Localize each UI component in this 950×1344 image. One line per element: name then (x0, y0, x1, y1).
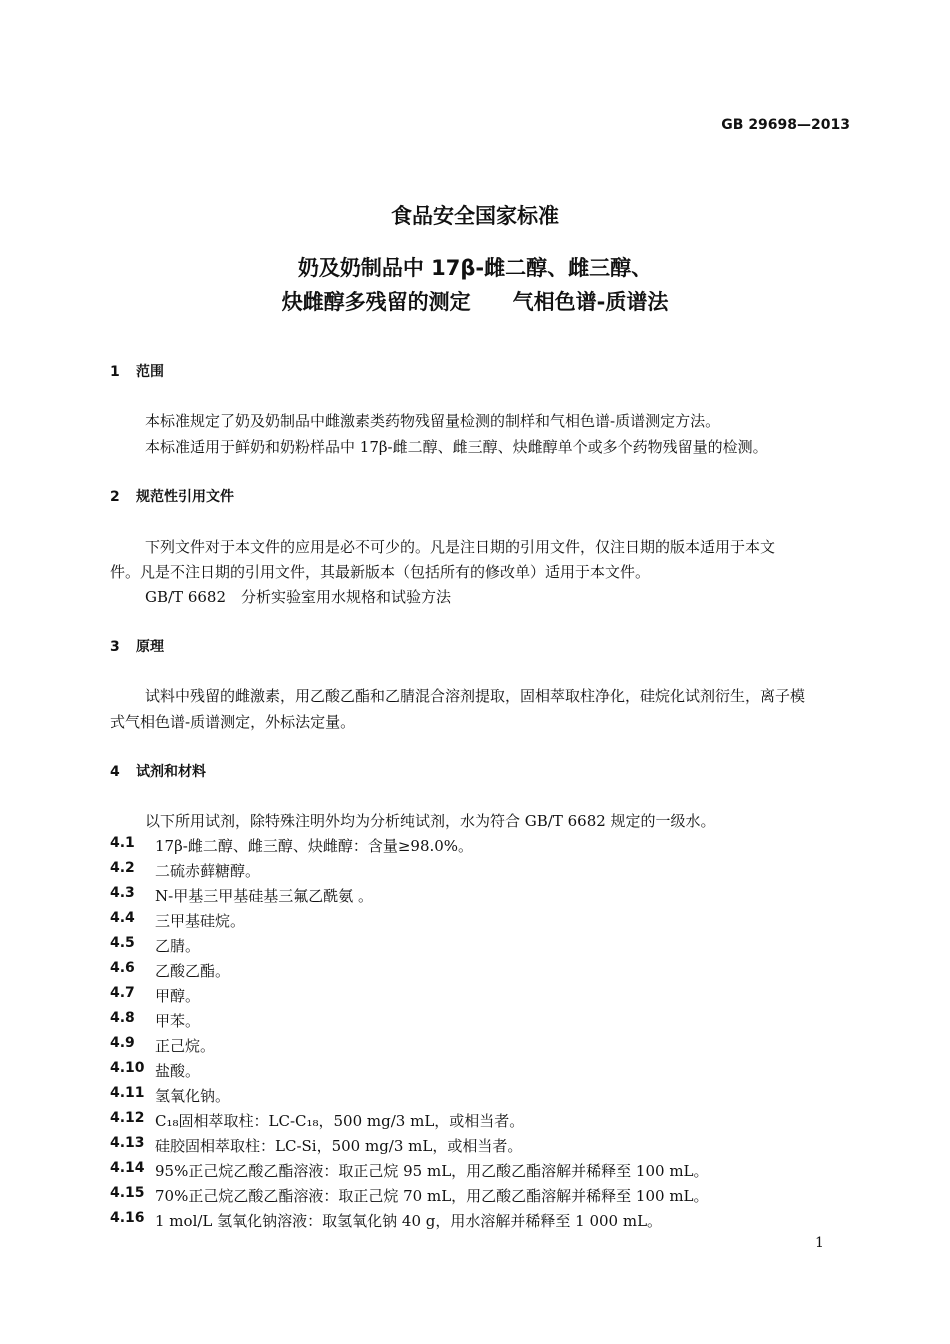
item-number: 4.8 (110, 1010, 135, 1026)
item-number: 4.12 (110, 1110, 145, 1126)
item-number: 4.6 (110, 960, 135, 976)
paragraph: 下列文件对于本文件的应用是必不可少的。凡是注日期的引用文件，仅注日期的版本适用于本文 (145, 538, 776, 556)
item-text: 1 mol/L 氢氧化钠溶液：取氢氧化钠 40 g，用水溶解并稀释至 1 000 mL。 (155, 1212, 663, 1230)
page-number: 1 (815, 1235, 824, 1251)
item-text: 三甲基硅烷。 (155, 912, 246, 930)
section-title: 试剂和材料 (136, 764, 206, 780)
item-text: 甲苯。 (155, 1012, 201, 1030)
item-number: 4.14 (110, 1160, 145, 1176)
item-number: 4.10 (110, 1060, 145, 1076)
item-text: 乙腈。 (155, 937, 201, 955)
item-text: C₁₈固相萃取柱：LC-C₁₈，500 mg/3 mL，或相当者。 (155, 1112, 525, 1130)
section-number: 2 (110, 489, 120, 505)
item-text: 70%正己烷乙酸乙酯溶液：取正己烷 70 mL，用乙酸乙酯溶解并稀释至 100 mL。 (155, 1187, 709, 1205)
section-title: 原理 (136, 639, 164, 655)
item-text: 硅胶固相萃取柱：LC-Si，500 mg/3 mL，或相当者。 (155, 1137, 523, 1155)
document-title: 食品安全国家标准 (391, 204, 559, 228)
item-text: N-甲基三甲基硅基三氟乙酰氨 。 (155, 887, 373, 905)
section-title: 规范性引用文件 (136, 489, 234, 505)
item-number: 4.5 (110, 935, 135, 951)
item-text: 二硫赤藓糖醇。 (155, 862, 261, 880)
item-text: 95%正己烷乙酸乙酯溶液：取正己烷 95 mL，用乙酸乙酯溶解并稀释至 100 mL。 (155, 1162, 709, 1180)
paragraph: 本标准规定了奶及奶制品中雌激素类药物残留量检测的制样和气相色谱-质谱测定方法。 (145, 412, 721, 430)
item-text: 盐酸。 (155, 1062, 201, 1080)
paragraph: 试料中残留的雌激素，用乙酸乙酯和乙腈混合溶剂提取，固相萃取柱净化，硅烷化试剂衍生，离子模 (145, 687, 806, 705)
item-number: 4.15 (110, 1185, 145, 1201)
item-text: 17β-雌二醇、雌三醇、炔雌醇：含量≥98.0%。 (155, 837, 474, 855)
section-heading-principle (110, 636, 164, 656)
item-text: 正己烷。 (155, 1037, 216, 1055)
item-text: 乙酸乙酯。 (155, 962, 231, 980)
item-number: 4.2 (110, 860, 135, 876)
section-heading-reagents (110, 761, 206, 781)
paragraph: 件。凡是不注日期的引用文件，其最新版本（包括所有的修改单）适用于本文件。 (110, 563, 651, 581)
item-number: 4.7 (110, 985, 135, 1001)
section-heading-normative-references (110, 486, 234, 506)
section-number: 3 (110, 639, 120, 655)
paragraph: 本标准适用于鲜奶和奶粉样品中 17β-雌二醇、雌三醇、炔雌醇单个或多个药物残留量的检测。 (145, 438, 768, 456)
section-heading-scope (110, 361, 164, 381)
document-subtitle-line-1: 奶及奶制品中 17β-雌二醇、雌三醇、 (297, 256, 653, 280)
item-number: 4.13 (110, 1135, 145, 1151)
item-number: 4.3 (110, 885, 135, 901)
item-text: 甲醇。 (155, 987, 201, 1005)
item-number: 4.11 (110, 1085, 145, 1101)
section-number: 1 (110, 364, 120, 380)
item-text: 氢氧化钠。 (155, 1087, 231, 1105)
document-subtitle-line-2: 炔雌醇多残留的测定 气相色谱-质谱法 (281, 290, 669, 314)
item-number: 4.4 (110, 910, 135, 926)
item-number: 4.9 (110, 1035, 135, 1051)
reference-entry: GB/T 6682 分析实验室用水规格和试验方法 (145, 588, 452, 606)
paragraph: 以下所用试剂，除特殊注明外均为分析纯试剂，水为符合 GB/T 6682 规定的一级水。 (145, 812, 716, 830)
paragraph: 式气相色谱-质谱测定，外标法定量。 (110, 713, 356, 731)
item-number: 4.16 (110, 1210, 145, 1226)
section-title: 范围 (136, 364, 164, 380)
standard-number: GB 29698—2013 (721, 117, 850, 133)
section-number: 4 (110, 764, 120, 780)
item-number: 4.1 (110, 835, 135, 851)
